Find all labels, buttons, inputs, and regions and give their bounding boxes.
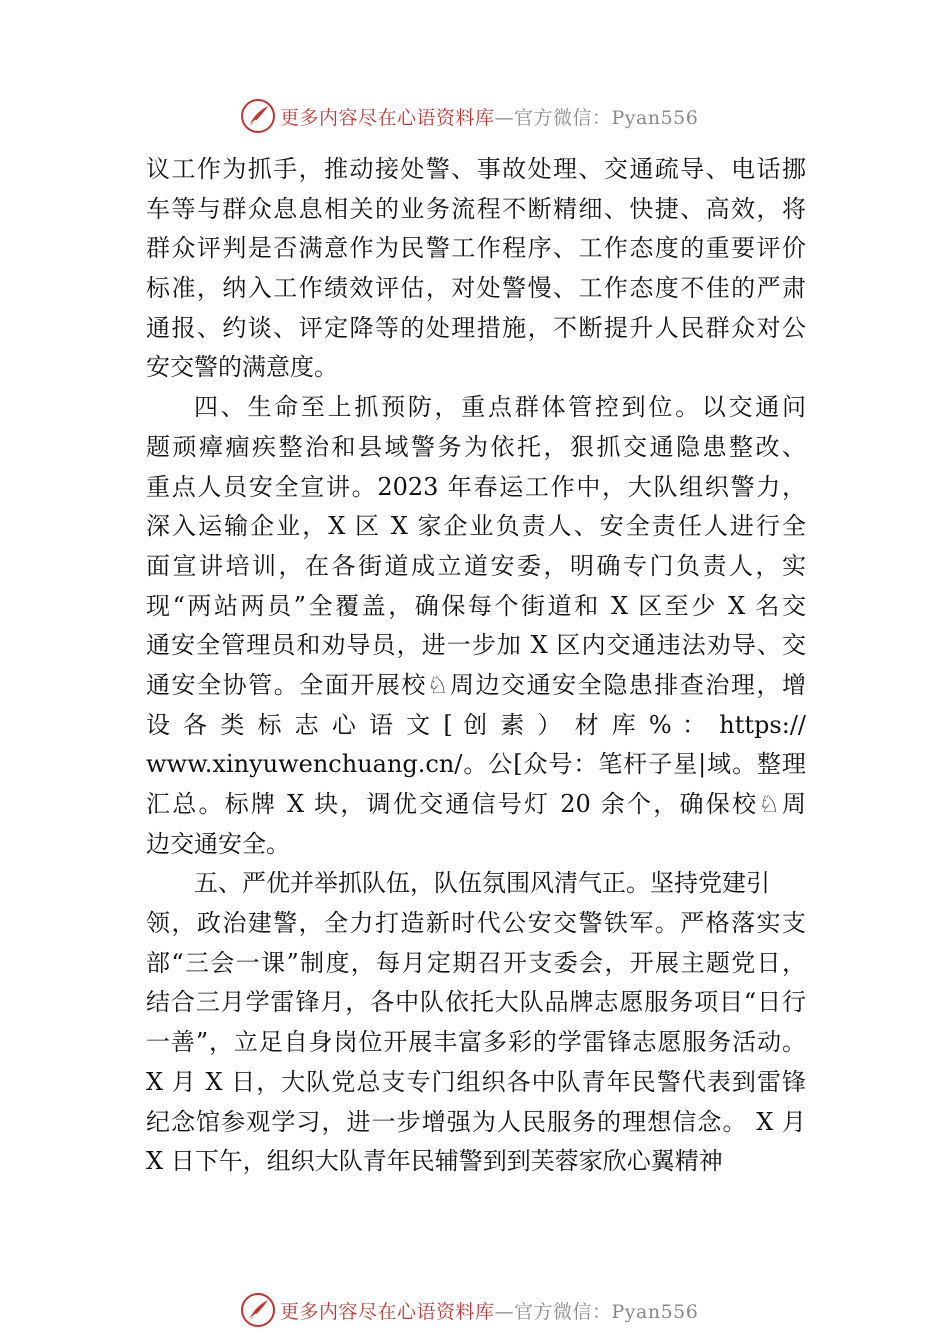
footer-banner xyxy=(240,1290,760,1330)
footer-banner-gray-text: —官方微信：Pyan556 xyxy=(494,1300,699,1323)
body-line: 现“两站两员”全覆盖，确保每个街道和 X 区至少 X 名交 xyxy=(146,591,806,620)
body-line: 深入运输企业，X 区 X 家企业负责人、安全责任人进行全 xyxy=(146,512,806,541)
footer-banner-red-text: 更多内容尽在心语资料库 xyxy=(280,1300,495,1323)
body-line: 纪念馆参观学习，进一步增强为人民服务的理想信念。 X 月 xyxy=(146,1107,806,1136)
footer-banner-text xyxy=(280,1297,698,1324)
body-line: 通安全管理员和劝导员，进一步加 X 区内交通违法劝导、交 xyxy=(146,631,806,660)
body-line: 通安全协管。全面开展校♘周边交通安全隐患排查治理，增 xyxy=(146,670,806,699)
body-line: 重点人员安全宣讲。2023 年春运工作中，大队组织警力， xyxy=(146,472,806,501)
header-banner-red-text: 更多内容尽在心语资料库 xyxy=(280,106,495,129)
feather-logo-icon xyxy=(240,98,276,134)
document-body xyxy=(146,150,806,1182)
body-line: 设 各 类 标 志 心 语 文 [ 创 素 ） 材 库 % ： https:// xyxy=(146,710,806,739)
feather-logo-icon xyxy=(240,1292,276,1328)
header-banner xyxy=(240,96,760,136)
body-line: 群众评判是否满意作为民警工作程序、工作态度的重要评价 xyxy=(146,234,806,263)
body-line: 边交通安全。 xyxy=(146,829,290,858)
body-line: 标准，纳入工作绩效评估，对处警慢、工作态度不佳的严肃 xyxy=(146,274,806,303)
body-line: www.xinyuwenchuang.cn/。公[众号：笔杆子星|域。整理 xyxy=(146,750,806,779)
body-line: 五、严优并举抓队伍，队伍氛围风清气正。坚持党建引 xyxy=(194,869,770,898)
body-line: X 日下午，组织大队青年民辅警到到芙蓉家欣心翼精神 xyxy=(146,1147,723,1176)
body-line: 安交警的满意度。 xyxy=(146,353,338,382)
body-line: 部“三会一课”制度，每月定期召开支委会，开展主题党日， xyxy=(146,948,806,977)
body-line: 题顽瘴痼疾整治和县域警务为依托，狠抓交通隐患整改、 xyxy=(146,432,806,461)
body-line: 通报、约谈、评定降等的处理措施，不断提升人民群众对公 xyxy=(146,313,806,342)
body-line: 汇总。标牌 X 块，调优交通信号灯 20 余个，确保校♘周 xyxy=(146,790,806,818)
header-banner-text xyxy=(280,103,698,130)
body-line: X 月 X 日，大队党总支专门组织各中队青年民警代表到雷锋 xyxy=(146,1067,806,1096)
body-line: 议工作为抓手，推动接处警、事故处理、交通疏导、电话挪 xyxy=(146,155,806,183)
body-line: 领，政治建警，全力打造新时代公安交警铁军。严格落实支 xyxy=(146,909,806,938)
body-line: 四、生命至上抓预防，重点群体管控到位。以交通问 xyxy=(194,393,806,422)
body-line: 结合三月学雷锋月，各中队依托大队品牌志愿服务项目“日行 xyxy=(146,988,806,1017)
body-line: 车等与群众息息相关的业务流程不断精细、快捷、高效，将 xyxy=(146,194,806,223)
body-line: 一善”，立足自身岗位开展丰富多彩的学雷锋志愿服务活动。 xyxy=(146,1028,806,1057)
body-line: 面宣讲培训，在各街道成立道安委，明确专门负责人，实 xyxy=(146,551,806,580)
header-banner-gray-text: —官方微信：Pyan556 xyxy=(494,106,699,129)
